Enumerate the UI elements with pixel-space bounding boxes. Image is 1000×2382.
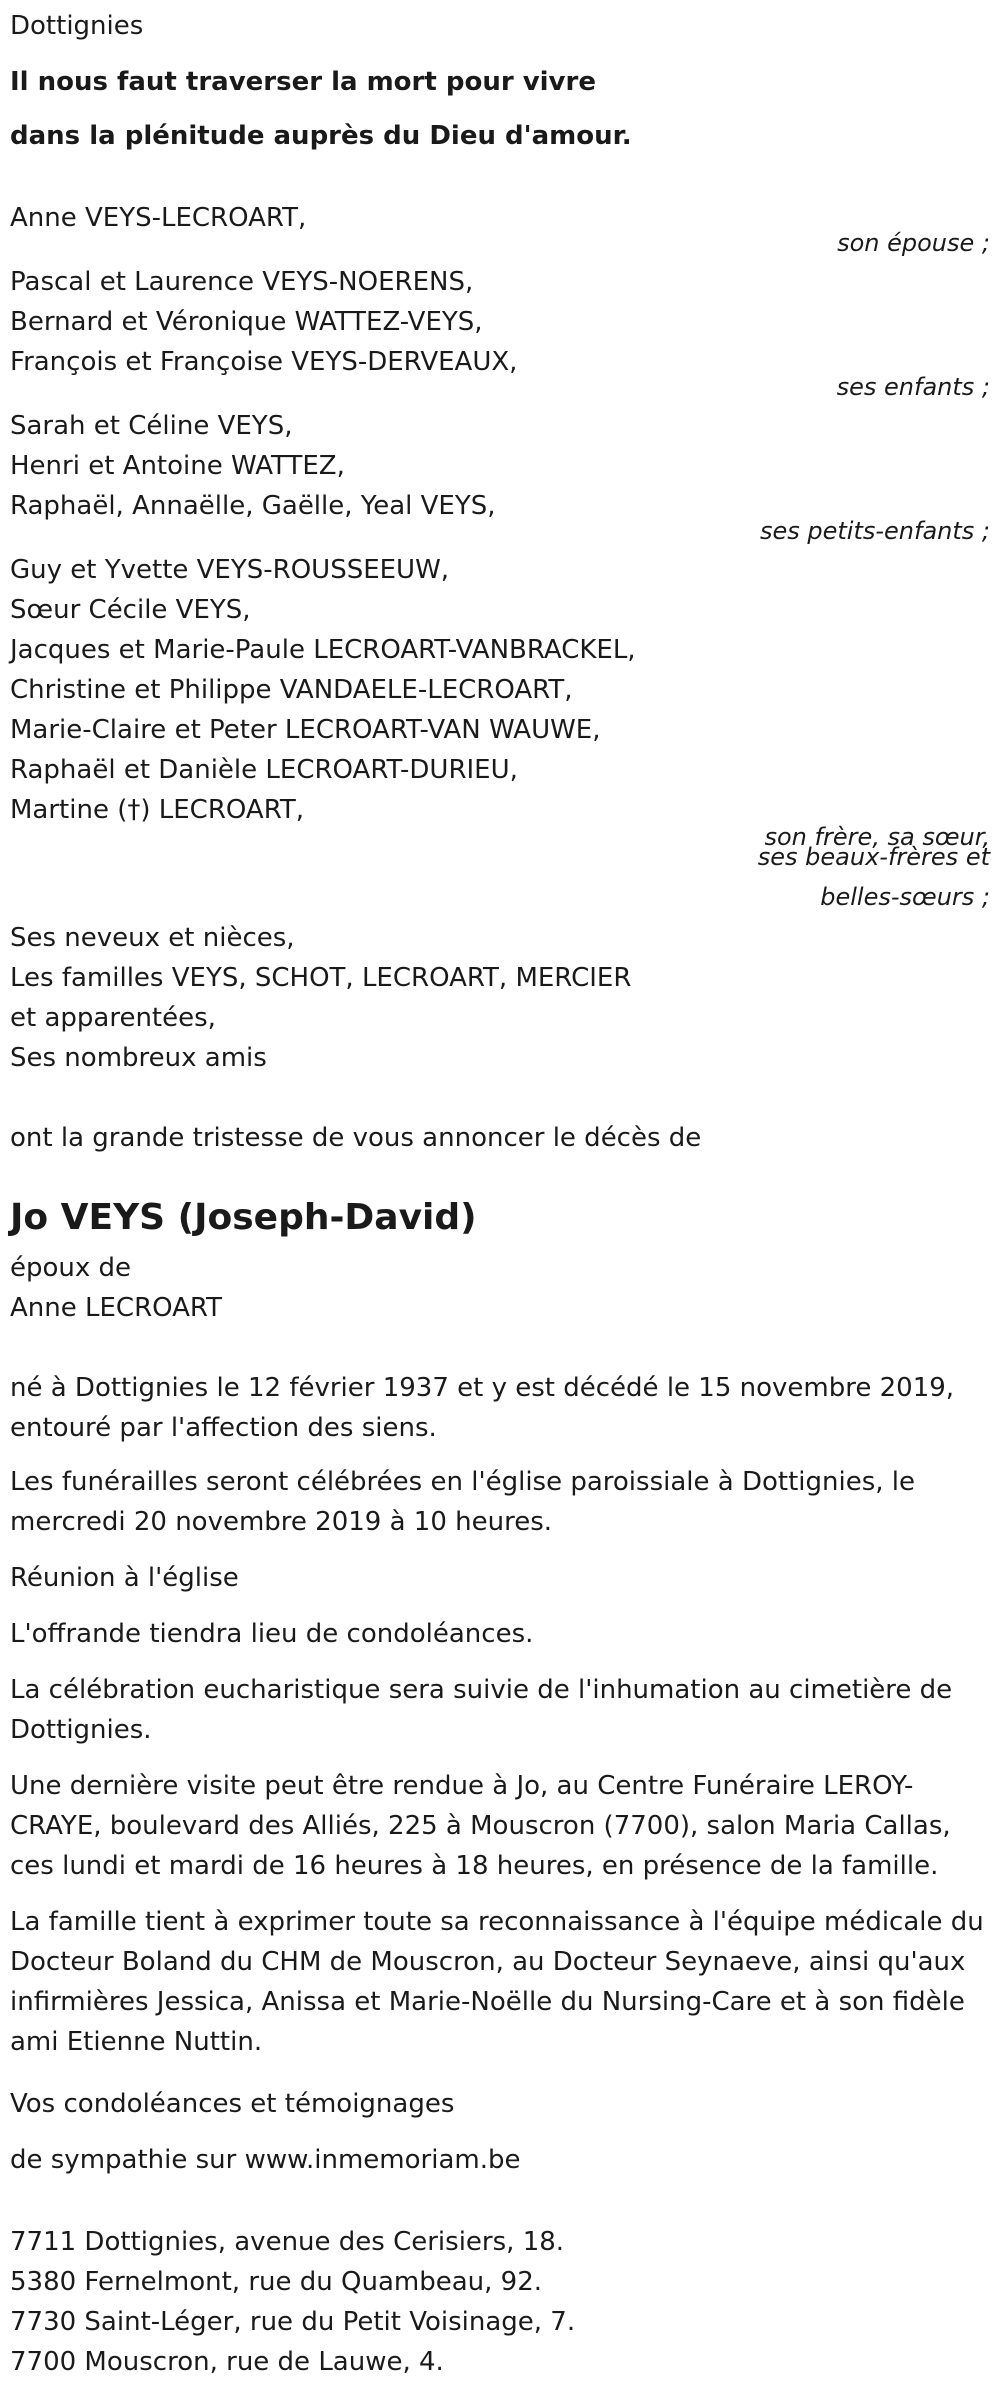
- announcement-text: ont la grande tristesse de vous annoncer le décès de: [10, 1123, 702, 1153]
- paragraph-offrande: L'offrande tiendra lieu de condoléances.: [10, 1619, 534, 1649]
- spouse-name: Anne VEYS-LECROART,: [10, 203, 307, 233]
- sibling-3: Jacques et Marie-Paule LECROART-VANBRACKEL,: [10, 635, 636, 665]
- siblings-role-line-1: son frère, sa sœur,: [764, 823, 990, 851]
- grandchild-1: Sarah et Céline VEYS,: [10, 411, 293, 441]
- paragraph-thanks: La famille tient à exprimer toute sa reconnaissance à l'équipe médicale du Docteur Boland du CHM de Mouscron, au Docteur Seynaeve, ainsi qu'aux infirmières Jessica, Anissa et Marie-Noëlle du Nursing-Care et à son fidèle ami Etienne Nuttin.: [10, 1907, 984, 2057]
- place-heading: Dottignies: [10, 11, 144, 41]
- deceased-name: Jo VEYS (Joseph-David): [10, 1197, 477, 1238]
- condolences-line-1: Vos condoléances et témoignages: [10, 2089, 455, 2119]
- paragraph-visit: Une dernière visite peut être rendue à Jo, au Centre Funéraire LEROY-CRAYE, boulevard des Alliés, 225 à Mouscron (7700), salon Maria Callas, ces lundi et mardi de 16 heures à 18 heures, en présence de la famille.: [10, 1771, 951, 1881]
- address-3: 7730 Saint-Léger, rue du Petit Voisinage, 7.: [10, 2307, 576, 2337]
- child-2: Bernard et Véronique WATTEZ-VEYS,: [10, 307, 483, 337]
- grandchildren-role: ses petits-enfants ;: [759, 517, 990, 545]
- sibling-5: Marie-Claire et Peter LECROART-VAN WAUWE,: [10, 715, 601, 745]
- address-2: 5380 Fernelmont, rue du Quambeau, 92.: [10, 2267, 542, 2297]
- sibling-1: Guy et Yvette VEYS-ROUSSEEUW,: [10, 555, 450, 585]
- address-4: 7700 Mouscron, rue de Lauwe, 4.: [10, 2347, 444, 2377]
- spouse-role: son épouse ;: [837, 229, 990, 257]
- child-1: Pascal et Laurence VEYS-NOERENS,: [10, 267, 474, 297]
- epoux-de-label: époux de: [10, 1253, 132, 1283]
- paragraph-funeral: Les funérailles seront célébrées en l'église paroissiale à Dottignies, le mercredi 20 novembre 2019 à 10 heures.: [10, 1467, 915, 1537]
- deceased-spouse-name: Anne LECROART: [10, 1293, 222, 1323]
- others-line-1: Ses neveux et nièces,: [10, 923, 295, 953]
- paragraph-reunion: Réunion à l'église: [10, 1563, 239, 1593]
- child-3: François et Françoise VEYS-DERVEAUX,: [10, 347, 518, 377]
- quote-line-2: dans la plénitude auprès du Dieu d'amour.: [10, 121, 632, 151]
- quote-line-1: Il nous faut traverser la mort pour vivre: [10, 67, 596, 97]
- siblings-role-line-3: belles-sœurs ;: [820, 883, 990, 911]
- others-line-4: Ses nombreux amis: [10, 1043, 267, 1073]
- sibling-2: Sœur Cécile VEYS,: [10, 595, 251, 625]
- others-line-3: et apparentées,: [10, 1003, 216, 1033]
- others-line-2: Les familles VEYS, SCHOT, LECROART, MERCIER: [10, 963, 632, 993]
- sibling-4: Christine et Philippe VANDAELE-LECROART,: [10, 675, 573, 705]
- grandchild-2: Henri et Antoine WATTEZ,: [10, 451, 345, 481]
- paragraph-birth-death: né à Dottignies le 12 février 1937 et y est décédé le 15 novembre 2019, entouré par l'affection des siens.: [10, 1373, 955, 1443]
- siblings-role-line-2: ses beaux-frères et: [757, 843, 990, 871]
- grandchild-3: Raphaël, Annaëlle, Gaëlle, Yeal VEYS,: [10, 491, 496, 521]
- children-role: ses enfants ;: [836, 373, 990, 401]
- address-1: 7711 Dottignies, avenue des Cerisiers, 18.: [10, 2227, 565, 2257]
- sibling-7: Martine (†) LECROART,: [10, 795, 305, 825]
- sibling-6: Raphaël et Danièle LECROART-DURIEU,: [10, 755, 518, 785]
- paragraph-celebration: La célébration eucharistique sera suivie de l'inhumation au cimetière de Dottignies.: [10, 1675, 953, 1745]
- condolences-line-2: de sympathie sur www.inmemoriam.be: [10, 2145, 521, 2175]
